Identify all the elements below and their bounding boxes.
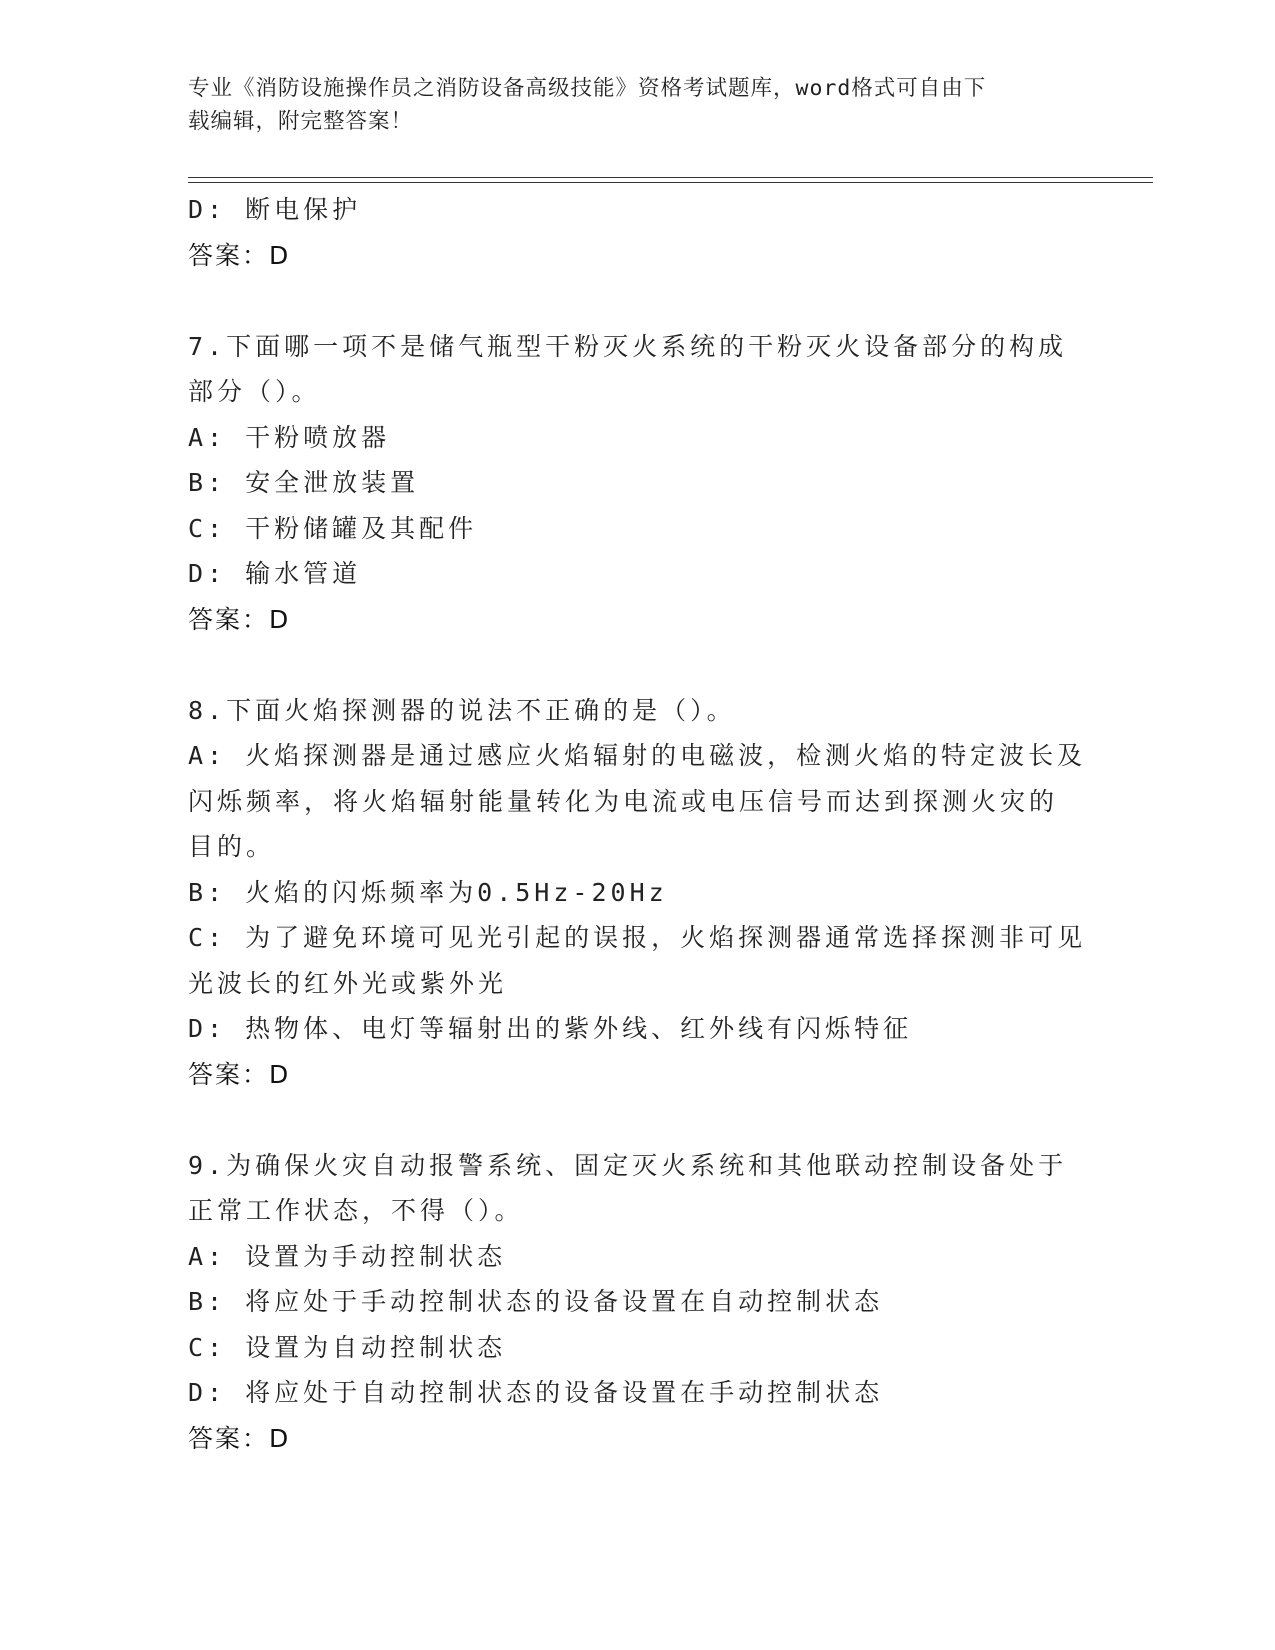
option-c: C: 设置为自动控制状态 <box>188 1332 507 1362</box>
option-a: A: 设置为手动控制状态 <box>188 1241 507 1271</box>
question-7 <box>188 324 1108 643</box>
answer-label: 答案：D <box>188 240 291 270</box>
option-d: D: 输水管道 <box>188 559 362 588</box>
answer-label: 答案：D <box>188 604 291 634</box>
question-stem-continued: 部分（）。 <box>188 377 321 406</box>
answer-label: 答案：D <box>188 1423 291 1453</box>
option-d: D: 热物体、电灯等辐射出的紫外线、红外线有闪烁特征 <box>188 1014 913 1043</box>
option-a: A: 干粉喷放器 <box>188 422 391 452</box>
header-divider-bottom <box>188 182 1153 183</box>
question-stem: 7.下面哪一项不是储气瓶型干粉灭火系统的干粉灭火设备部分的构成 <box>188 331 1068 361</box>
question-stem: 8.下面火焰探测器的说法不正确的是（）。 <box>188 695 736 725</box>
question-8 <box>188 688 1108 1098</box>
option-d: D: 将应处于自动控制状态的设备设置在手动控制状态 <box>188 1378 884 1407</box>
option-b: B: 火焰的闪烁频率为0.5Hz-20Hz <box>188 877 668 907</box>
option-b: B: 将应处于手动控制状态的设备设置在自动控制状态 <box>188 1287 884 1316</box>
question-6-tail <box>188 187 1108 278</box>
option-a-continued: 闪烁频率，将火焰辐射能量转化为电流或电压信号而达到探测火灾的 <box>188 786 1059 816</box>
question-stem: 9.为确保火灾自动报警系统、固定灭火系统和其他联动控制设备处于 <box>188 1150 1068 1180</box>
page-header <box>188 72 1088 138</box>
header-divider-top <box>188 177 1153 178</box>
option-c: C: 为了避免环境可见光引起的误报，火焰探测器通常选择探测非可见 <box>188 923 1087 952</box>
spacer <box>188 278 1108 324</box>
spacer <box>188 1097 1108 1143</box>
option-d: D: 断电保护 <box>188 195 362 224</box>
option-a-continued: 目的。 <box>188 832 276 861</box>
question-stem-continued: 正常工作状态，不得（）。 <box>188 1196 524 1225</box>
option-b: B: 安全泄放装置 <box>188 468 420 497</box>
option-c: C: 干粉储罐及其配件 <box>188 513 478 543</box>
option-a: A: 火焰探测器是通过感应火焰辐射的电磁波，检测火焰的特定波长及 <box>188 741 1087 770</box>
spacer <box>188 642 1108 688</box>
answer-label: 答案：D <box>188 1059 291 1089</box>
question-9 <box>188 1143 1108 1462</box>
option-c-continued: 光波长的红外光或紫外光 <box>188 968 508 998</box>
header-line-2: 载编辑，附完整答案！ <box>188 109 414 134</box>
question-list <box>188 187 1108 1461</box>
header-line-1: 专业《消防设施操作员之消防设备高级技能》资格考试题库，word格式可自由下 <box>188 76 987 101</box>
